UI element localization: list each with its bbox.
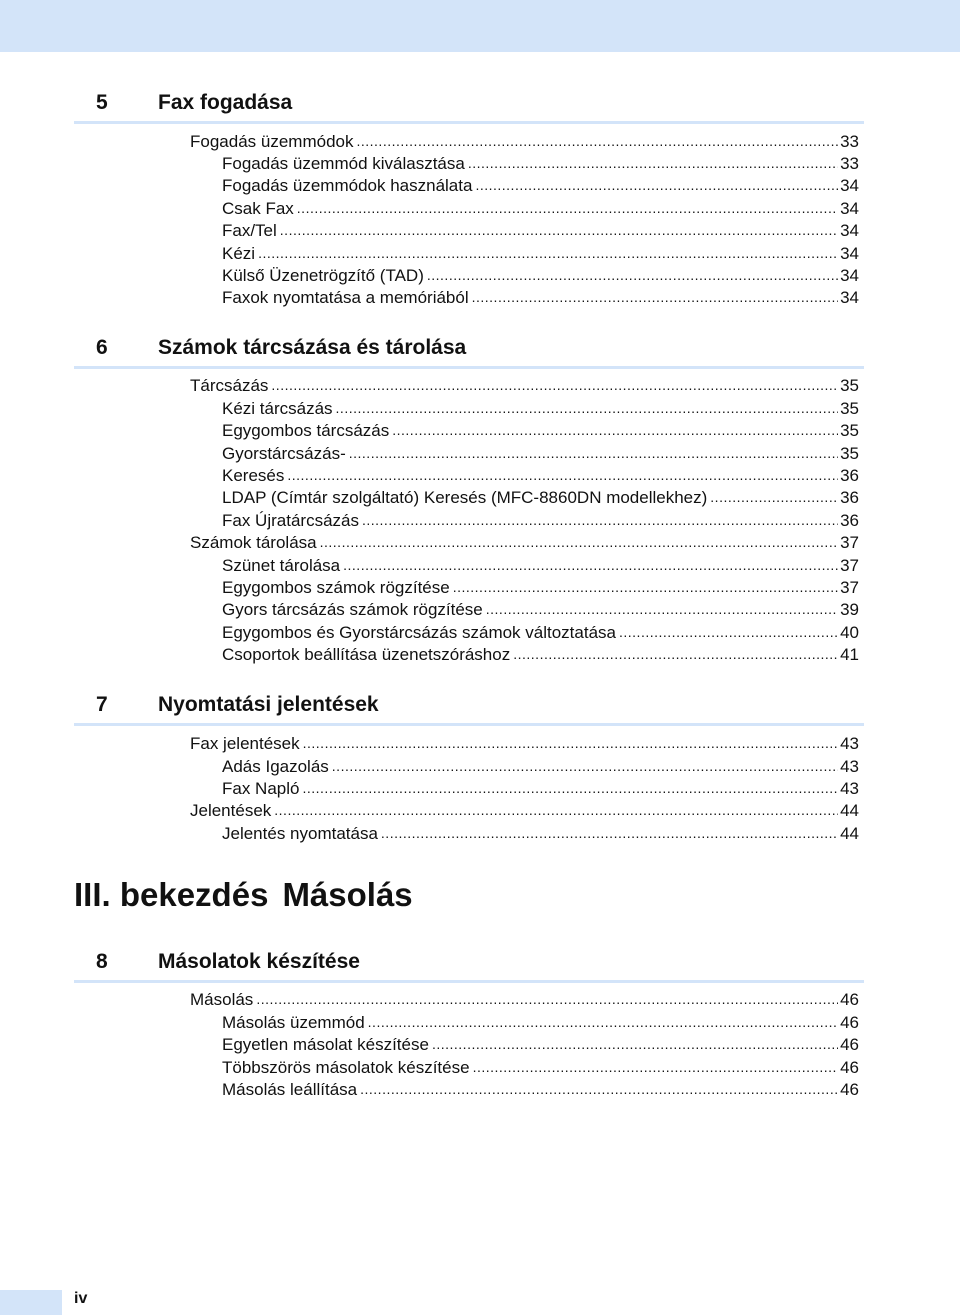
toc-entry[interactable]: Csoportok beállítása üzenetszóráshoz ..... 41: [222, 644, 859, 666]
toc-entry[interactable]: Fogadás üzemmód kiválasztása ..... 33: [222, 153, 859, 175]
chapter-rule: [74, 723, 864, 726]
chapter-number: 8: [96, 950, 108, 973]
chapter-title: Másolatok készítése: [158, 950, 360, 973]
chapter-title: Nyomtatási jelentések: [158, 693, 379, 716]
toc-entry[interactable]: Másolás leállítása ..... 46: [222, 1079, 859, 1101]
chapter-rule: [74, 121, 864, 124]
toc-entry[interactable]: Fogadás üzemmódok használata ..... 34: [222, 175, 859, 197]
toc-entry[interactable]: Tárcsázás ..... 35: [190, 375, 859, 397]
footer-band: [0, 1290, 62, 1315]
chapter-number: 7: [96, 693, 108, 716]
toc-entry[interactable]: Fax Napló ..... 43: [222, 778, 859, 800]
toc-entry[interactable]: Számok tárolása ..... 37: [190, 532, 859, 554]
part-prefix: III. bekezdés: [74, 876, 269, 913]
toc-entry[interactable]: Jelentések ..... 44: [190, 800, 859, 822]
chapter-rule: [74, 366, 864, 369]
toc-entry[interactable]: Egygombos tárcsázás ..... 35: [222, 420, 859, 442]
part-title: Másolás: [282, 876, 413, 913]
chapter-number: 5: [96, 91, 108, 114]
chapter-heading-8: [74, 950, 864, 978]
chapter-heading-5: [74, 91, 864, 119]
toc-entry[interactable]: Fogadás üzemmódok ..... 33: [190, 131, 859, 153]
part-heading: [74, 876, 413, 914]
header-band: [0, 0, 960, 52]
toc-entry[interactable]: Szünet tárolása ..... 37: [222, 555, 859, 577]
page-number: iv: [74, 1290, 88, 1307]
toc-entry[interactable]: Keresés ..... 36: [222, 465, 859, 487]
chapter-rule: [74, 980, 864, 983]
toc-entry[interactable]: Kézi ..... 34: [222, 243, 859, 265]
toc-entry[interactable]: LDAP (Címtár szolgáltató) Keresés (MFC-8860DN modellekhez) ..... 36: [222, 487, 859, 509]
chapter-title: Fax fogadása: [158, 91, 293, 114]
toc-entry[interactable]: Másolás üzemmód ..... 46: [222, 1012, 859, 1034]
toc-entry[interactable]: Fax/Tel ..... 34: [222, 220, 859, 242]
chapter-number: 6: [96, 336, 108, 359]
toc-entry[interactable]: Fax jelentések ..... 43: [190, 733, 859, 755]
toc-entry[interactable]: Egygombos számok rögzítése ..... 37: [222, 577, 859, 599]
chapter-title: Számok tárcsázása és tárolása: [158, 336, 467, 359]
toc-entry[interactable]: Csak Fax ..... 34: [222, 198, 859, 220]
toc-entry[interactable]: Fax Újratárcsázás ..... 36: [222, 510, 859, 532]
toc-entry[interactable]: Egyetlen másolat készítése ..... 46: [222, 1034, 859, 1056]
toc-entry[interactable]: Gyorstárcsázás- ..... 35: [222, 443, 859, 465]
toc-entry[interactable]: Külső Üzenetrögzítő (TAD) ..... 34: [222, 265, 859, 287]
chapter-heading-7: [74, 693, 864, 721]
chapter-heading-6: [74, 336, 864, 364]
toc-entry[interactable]: Jelentés nyomtatása ..... 44: [222, 823, 859, 845]
toc-entry[interactable]: Adás Igazolás ..... 43: [222, 756, 859, 778]
toc-entry[interactable]: Gyors tárcsázás számok rögzítése ..... 39: [222, 599, 859, 621]
toc-entry[interactable]: Kézi tárcsázás ..... 35: [222, 398, 859, 420]
toc-entry[interactable]: Másolás ..... 46: [190, 989, 859, 1011]
toc-entry[interactable]: Faxok nyomtatása a memóriából ..... 34: [222, 287, 859, 309]
toc-entry[interactable]: Egygombos és Gyorstárcsázás számok változtatása ..... 40: [222, 622, 859, 644]
toc-entry[interactable]: Többszörös másolatok készítése ..... 46: [222, 1057, 859, 1079]
